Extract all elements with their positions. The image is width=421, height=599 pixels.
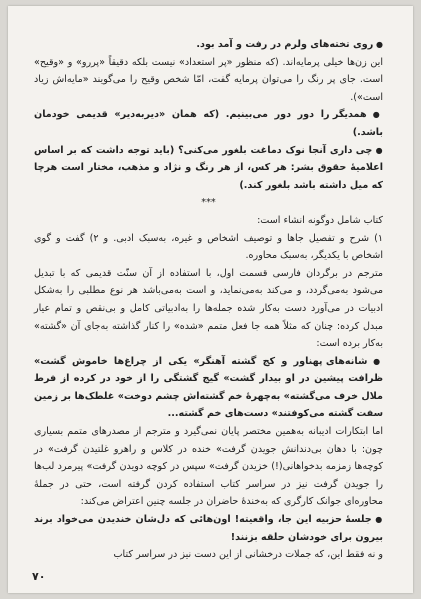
- page-number: ۷۰: [32, 570, 46, 583]
- paragraph-2: این زن‌ها خیلی پرمایه‌اند. (که منظور «پر استعداد» نیست بلکه دقیقاً «پررو» و «وقیح» است. جای پر رنگ را می‌توان پرمایه گفت، امّا شخص وقیح را می‌گویند «مایه‌اش زیاد است»).: [34, 56, 383, 103]
- paragraph-9: اما ابتکارات ادیبانه به‌همین مختصر پایان نمی‌گیرد و مترجم از مصدرهای متمم بسیاری چون: با دهان بی‌دندانش جویدن گرفت» خنده در کلاس و راهرو غلتیدن گرفت» در کوچه‌ها زمزمه بدخواهانی(!) خزیدن گرفت» سپس در کوچه دویدن گرفت» پیرمرد لب‌ها را جویدن گرفت نیز در سراسر کتاب استفاده کردن گرفته است، حتی در جملهٔ محاوره‌ای جوانک کارگری که به‌خندهٔ حاضران در جلسه چنین اعتراض می‌کند:: [34, 426, 383, 508]
- section-separator: ***: [201, 197, 216, 209]
- book-page: [8, 6, 413, 593]
- paragraph-5: کتاب شامل دوگونه انشاء است:: [257, 214, 383, 226]
- paragraph-3: ● همدیگر را دور دور می‌بینیم. (که همان «دیربه‌دیر» قدیمی خودمان باشد.): [34, 106, 383, 141]
- paragraph-11: و نه فقط این، که جملات درخشانی از این دست نیز در سراسر کتاب: [113, 549, 383, 561]
- paragraph-7: مترجم در برگردان فارسی قسمت اول، با استفاده از آن سنّت قدیمی که با تبدیل می‌شود به‌می‌گردد، و می‌کند به‌می‌نماید، و است به‌می‌باشد هر نوع مطلبی را به‌شکل ادبیات در می‌آورد دست به‌کار شده جمله‌ها را به‌ادبیاتی کامل و بی‌نقص و تمام عیار مبدل کرده: چنان که مثلاً همه جا فعل متمم «شده» را کنار گذاشته به‌جای آن «گشته» به‌کار برده است:: [34, 267, 383, 350]
- paragraph-6: ۱) شرح و تفصیل جاها و توصیف اشخاص و غیره، به‌سبک ادبی. و ۲) گفت و گوی اشخاص با یکدیگر، به‌سبک محاوره.: [34, 232, 383, 262]
- page-body: [34, 36, 383, 564]
- paragraph-1: ● روی تخته‌های ولرم در رفت و آمد بود.: [34, 36, 383, 54]
- paragraph-4: ● چی داری آنجا نوک دماغت بلغور می‌کنی؟ (باید توجه داشت که بر اساس اعلامیهٔ حقوق بشر: هر کس، از هر رنگ و نژاد و مذهب، مختار است هرچا که میل داشته باشد بلغور کند.): [34, 142, 383, 195]
- paragraph-10: ● جلسهٔ حزبیه این جا، واقعیته! اون‌هائی که دل‌شان خندیدن می‌خواد برند بیرون برای خودشان حلقه بزنند!: [34, 511, 383, 546]
- paragraph-8: ● شانه‌های پهناور و کج گشته آهنگر» یکی از چراغ‌ها خاموش گشت» ظرافت پیشین در او بیدار گشت» گیج گشتگی را از خود در کرده از فرط ملال خرف می‌گشته» به‌چهرهٔ خم گشته‌اش چشم دوخت» غلطک‌ها بر زمین سفت گشته می‌کوفتند» دست‌های خم گشته...: [34, 353, 383, 423]
